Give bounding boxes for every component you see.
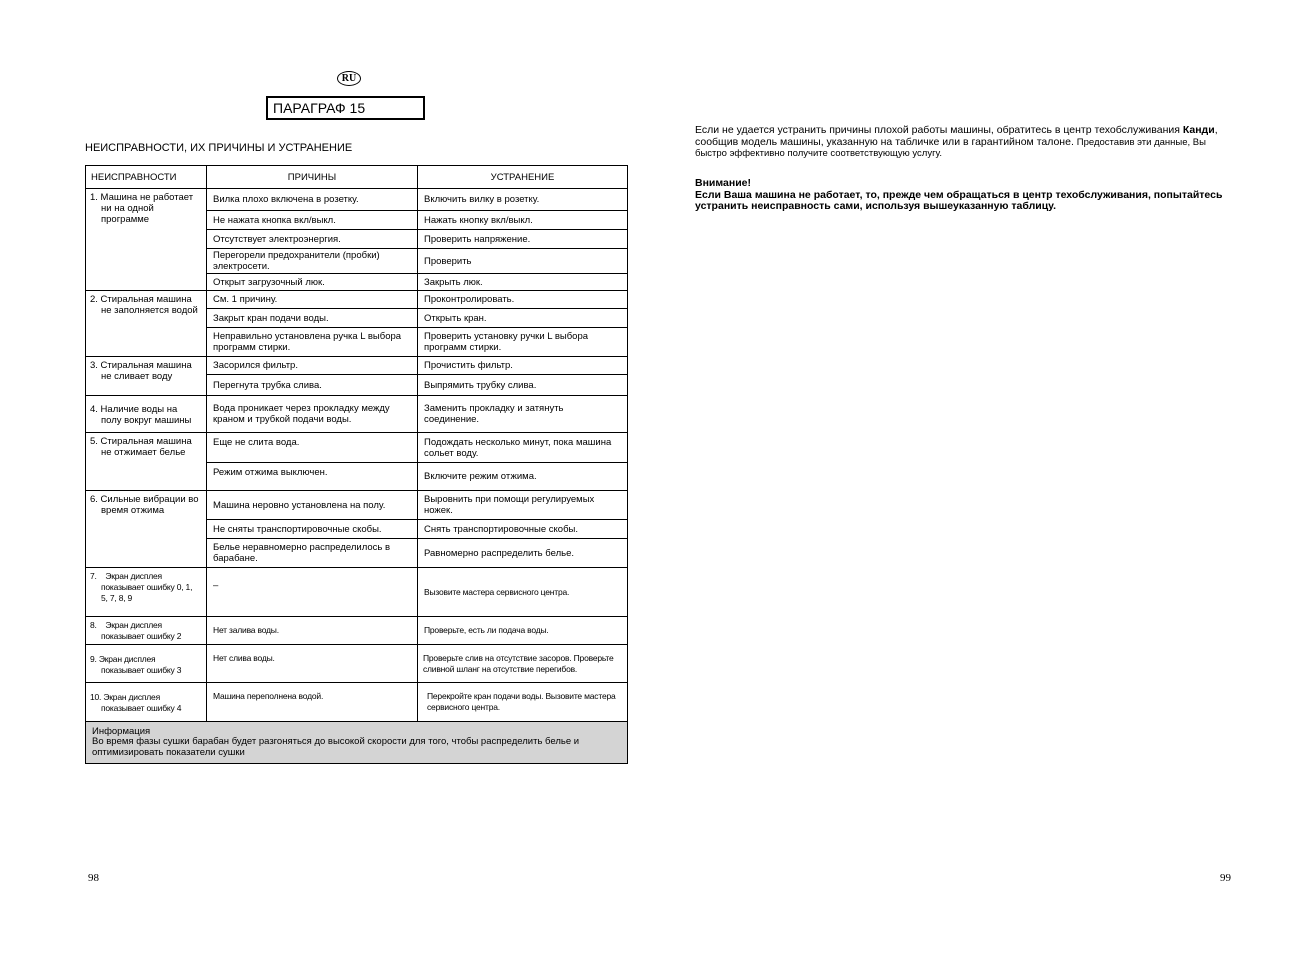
cause-cell: Вилка плохо включена в розетку.: [207, 189, 418, 211]
cause-cell: Не нажата кнопка вкл/выкл.: [207, 211, 418, 230]
remedy-cell: Равномерно распределить белье.: [418, 539, 628, 568]
table-row: [86, 396, 628, 433]
cause-cell: Неправильно установлена ручка L выбора программ стирки.: [207, 328, 418, 357]
cause-cell: Белье неравномерно распределилось в барабане.: [207, 539, 418, 568]
remedy-cell: Снять транспортировочные скобы.: [418, 520, 628, 539]
service-text-small: Предоставив эти данные, Вы быстро эффективно получите соответствующую услугу.: [695, 136, 1206, 159]
header-fault: НЕИСПРАВНОСТИ: [86, 166, 207, 189]
table-row: [86, 683, 628, 722]
cause-cell: См. 1 причину.: [207, 291, 418, 309]
cause-cell: Вода проникает через прокладку между краном и трубкой подачи воды.: [207, 396, 418, 433]
fault-cell: 8. Экран дисплея показывает ошибку 2: [86, 617, 207, 645]
cause-cell: Открыт загрузочный люк.: [207, 274, 418, 291]
table-row: [86, 645, 628, 683]
service-text-b: , сообщив модель машины, указанную на табличке или в гарантийном талоне.: [695, 124, 1218, 148]
fault-cell: 1. Машина не работает ни на одной программе: [86, 189, 207, 291]
attention-text: Если Ваша машина не работает, то, прежде чем обращаться в центр техобслуживания, попытайтесь устранить неисправность сами, используя вышеуказанную таблицу.: [695, 188, 1223, 212]
cause-cell: Засорился фильтр.: [207, 357, 418, 375]
service-text-a: Если не удается устранить причины плохой работы машины, обратитесь в центр техобслуживания: [695, 124, 1183, 136]
cause-cell: Машина неровно установлена на полу.: [207, 491, 418, 520]
info-row: [86, 722, 628, 764]
page-number-right: 99: [1220, 872, 1231, 884]
table-row: [86, 491, 628, 520]
cause-cell: Нет слива воды.: [207, 645, 418, 683]
header-cause: ПРИЧИНЫ: [207, 166, 418, 189]
remedy-cell: Вызовите мастера сервисного центра.: [418, 568, 628, 617]
remedy-cell: Проверьте, есть ли подача воды.: [418, 617, 628, 645]
cause-cell: Не сняты транспортировочные скобы.: [207, 520, 418, 539]
remedy-cell: Включите режим отжима.: [418, 463, 628, 491]
remedy-cell: Закрыть люк.: [418, 274, 628, 291]
cause-cell: Перегорели предохранители (пробки) электросети.: [207, 249, 418, 274]
cause-cell: –: [207, 568, 418, 617]
ru-language-badge: RU: [337, 71, 361, 86]
cause-cell: Режим отжима выключен.: [207, 463, 418, 491]
table-row: [86, 291, 628, 309]
remedy-cell: Открыть кран.: [418, 309, 628, 328]
section-title: ПАРАГРАФ 15: [266, 96, 425, 120]
fault-cell: 2. Стиральная машина не заполняется водой: [86, 291, 207, 357]
attention-title: Внимание!: [695, 177, 751, 189]
remedy-cell: Проверить установку ручки L выбора программ стирки.: [418, 328, 628, 357]
remedy-cell: Проверить напряжение.: [418, 230, 628, 249]
fault-cell: 7. Экран дисплея показывает ошибку 0, 1, 5, 7, 8, 9: [86, 568, 207, 617]
fault-cell: 4. Наличие воды на полу вокруг машины: [86, 396, 207, 433]
info-text: Во время фазы сушки барабан будет разгоняться до высокой скорости для того, чтобы распределить белье и оптимизировать показатели сушки: [92, 736, 580, 758]
remedy-cell: Нажать кнопку вкл/выкл.: [418, 211, 628, 230]
remedy-cell: Заменить прокладку и затянуть соединение.: [418, 396, 628, 433]
remedy-cell: Прочистить фильтр.: [418, 357, 628, 375]
remedy-cell: Проконтролировать.: [418, 291, 628, 309]
service-paragraph: [695, 125, 1235, 160]
table-row: [86, 568, 628, 617]
table-title: НЕИСПРАВНОСТИ, ИХ ПРИЧИНЫ И УСТРАНЕНИЕ: [85, 142, 353, 154]
cause-cell: Еще не слита вода.: [207, 433, 418, 463]
remedy-cell: Включить вилку в розетку.: [418, 189, 628, 211]
table-row: [86, 433, 628, 463]
header-remedy: УСТРАНЕНИЕ: [418, 166, 628, 189]
info-box: [86, 722, 628, 764]
cause-cell: Закрыт кран подачи воды.: [207, 309, 418, 328]
troubleshooting-table: [85, 165, 628, 764]
fault-cell: 6. Сильные вибрации во время отжима: [86, 491, 207, 568]
table-row: [86, 357, 628, 375]
fault-cell: 3. Стиральная машина не сливает воду: [86, 357, 207, 396]
remedy-cell: Проверьте слив на отсутствие засоров. Проверьте сливной шланг на отсутствие перегибов.: [418, 645, 628, 683]
fault-cell: 9. Экран дисплея показывает ошибку 3: [86, 645, 207, 683]
remedy-cell: Проверить: [418, 249, 628, 274]
info-title: Информация: [92, 725, 151, 737]
table-header-row: [86, 166, 628, 189]
cause-cell: Перегнута трубка слива.: [207, 375, 418, 396]
brand-name: Канди: [1182, 124, 1215, 136]
table-row: [86, 189, 628, 211]
remedy-cell: Перекройте кран подачи воды. Вызовите мастера сервисного центра.: [418, 683, 628, 722]
remedy-cell: Подождать несколько минут, пока машина сольет воду.: [418, 433, 628, 463]
table-row: [86, 617, 628, 645]
attention-block: [695, 178, 1235, 213]
remedy-cell: Выпрямить трубку слива.: [418, 375, 628, 396]
fault-cell: 5. Стиральная машина не отжимает белье: [86, 433, 207, 491]
remedy-cell: Выровнить при помощи регулируемых ножек.: [418, 491, 628, 520]
cause-cell: Отсутствует электроэнергия.: [207, 230, 418, 249]
cause-cell: Нет залива воды.: [207, 617, 418, 645]
cause-cell: Машина переполнена водой.: [207, 683, 418, 722]
page-number-left: 98: [88, 872, 99, 884]
fault-cell: 10. Экран дисплея показывает ошибку 4: [86, 683, 207, 722]
